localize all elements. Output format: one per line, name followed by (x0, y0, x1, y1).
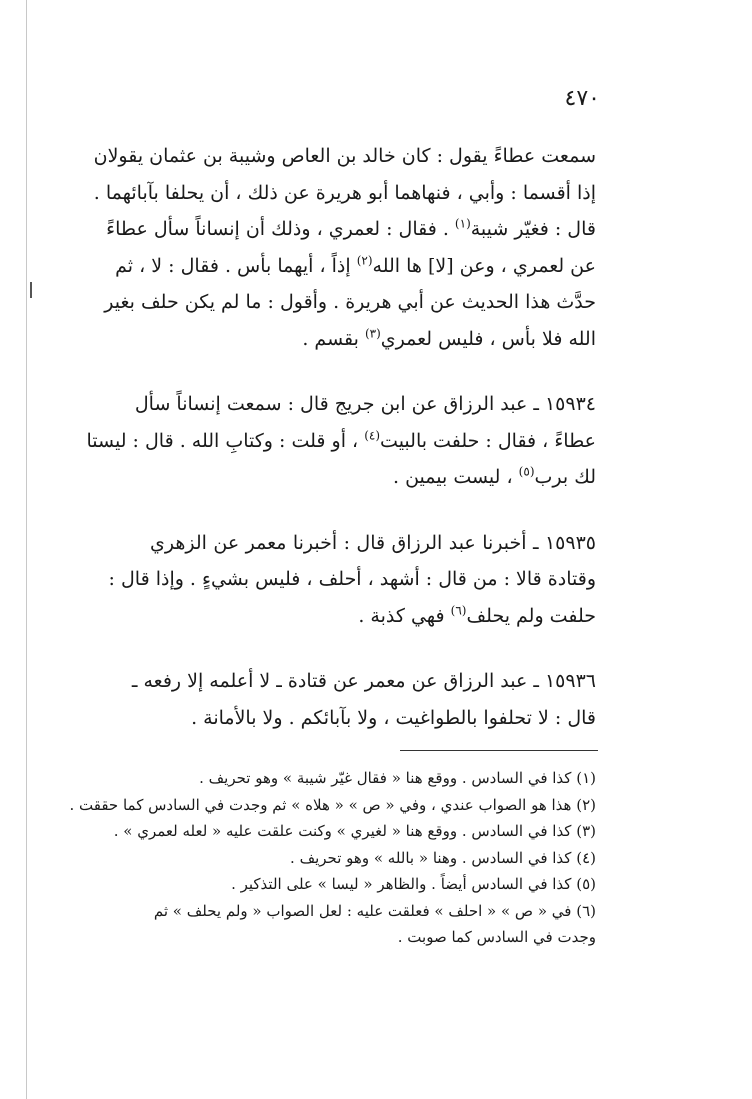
paragraph-2 (86, 386, 596, 496)
text-line (115, 248, 596, 285)
text-segment: فهي كذبة . (358, 604, 451, 627)
text-segment: قال : فغيّر شيبة (470, 218, 596, 240)
text-segment: بقسم . (302, 327, 365, 350)
text-line: وقتادة قالا : من قال : أشهد ، أحلف ، فليس بشيءٍ . وإذا قال : (108, 568, 596, 590)
text-segment: لك برب (534, 466, 596, 488)
margin-mark (30, 282, 32, 298)
footnote-ref: (٣) (364, 326, 381, 341)
text-line (150, 459, 596, 496)
text-segment: . فقال : لعمري ، وذلك أن إنساناً سأل عطاءً (106, 218, 455, 240)
footnote-divider (400, 750, 598, 751)
footnotes (69, 765, 596, 951)
text-line: ١٥٩٣٦ ـ عبد الرزاق عن معمر عن قتادة ـ لا أعلمه إلا رفعه ـ (131, 670, 596, 692)
footnote-2: (٢) هذا هو الصواب عندي ، وفي « ص » « هلاه » ثم وجدت في السادس كما حققت . (69, 795, 596, 814)
text-line: سمعت عطاءً يقول : كان خالد بن العاص وشيبة بن عثمان يقولان (93, 145, 596, 167)
footnote-4: (٤) كذا في السادس . وهنا « بالله » وهو تحريف . (290, 848, 596, 867)
footnote-5: (٥) كذا في السادس أيضاً . والظاهر « ليسا » على التذكير . (231, 875, 596, 893)
text-segment: حلفت ولم يحلف (466, 604, 596, 627)
footnote-1: (١) كذا في السادس . ووقع هنا « فقال غيّر شيبة » وهو تحريف . (199, 769, 596, 787)
text-segment: إذاً ، أيهما بأس . فقال : لا ، ثم (115, 254, 357, 277)
paragraph-3 (108, 525, 596, 635)
text-line: ١٥٩٣٤ ـ عبد الرزاق عن ابن جريج قال : سمعت إنساناً سأل (134, 393, 596, 415)
footnote-ref: (١) (454, 216, 471, 231)
footnote-ref: (٦) (450, 603, 467, 618)
text-line (150, 598, 596, 635)
footnote-ref: (٥) (518, 464, 535, 479)
page-edge-line (26, 0, 27, 1099)
footnote-ref: (٤) (364, 428, 381, 443)
text-segment: الله فلا بأس ، فليس لعمري (380, 327, 596, 350)
text-line (150, 321, 596, 358)
text-segment: ، ليست بيمين . (393, 466, 519, 488)
paragraph-1 (93, 138, 596, 357)
page-number: ٤٧٠ (564, 86, 600, 111)
text-segment: ، أو قلت : وكتابِ الله . قال : ليستا (86, 429, 365, 452)
text-line (106, 211, 596, 248)
text-line: حدَّث هذا الحديث عن أبي هريرة . وأقول : ما لم يكن حلف بغير (104, 291, 596, 313)
text-segment: عن لعمري ، وعن [لا] ها الله (372, 254, 596, 277)
text-line (86, 423, 596, 460)
footnote-3: (٣) كذا في السادس . ووقع هنا « لغيري » وكنت علقت عليه « لعله لعمري » . (113, 822, 596, 840)
text-line: إذا أقسما : وأبي ، فنهاهما أبو هريرة عن ذلك ، أن يحلفا بآبائهما . (93, 181, 596, 204)
text-segment: عطاءً ، فقال : حلفت بالبيت (380, 429, 596, 452)
paragraph-4 (131, 663, 596, 736)
text-line: ١٥٩٣٥ ـ أخبرنا عبد الرزاق قال : أخبرنا معمر عن الزهري (150, 531, 596, 554)
text-line: قال : لا تحلفوا بالطواغيت ، ولا بآبائكم . ولا بالأمانة . (191, 706, 596, 729)
footnote-6: (٦) في « ص » « احلف » فعلقت عليه : لعل الصواب « ولم يحلف » ثم وجدت في السادس كما صوبت . (153, 901, 596, 946)
main-text (86, 138, 596, 736)
footnote-ref: (٢) (356, 253, 373, 268)
